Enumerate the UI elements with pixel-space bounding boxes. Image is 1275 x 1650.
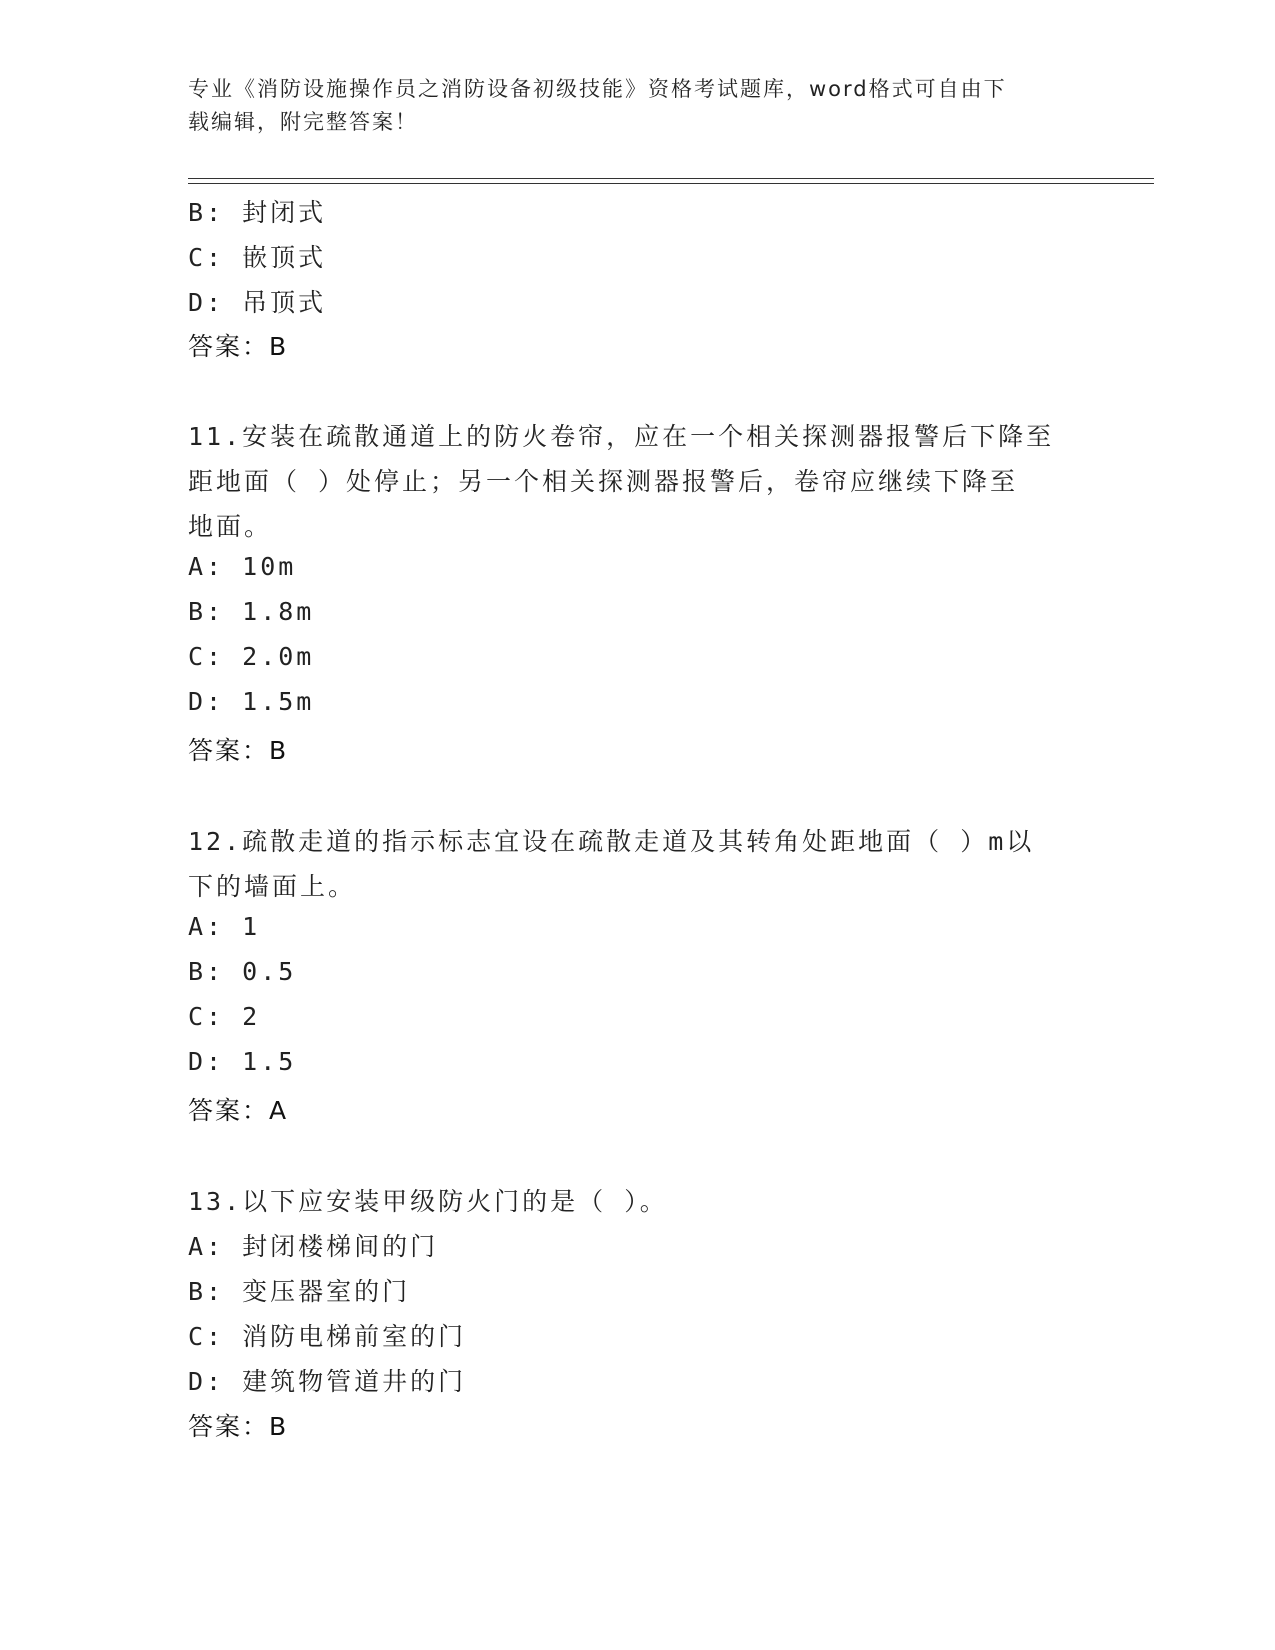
answer: 答案：B	[188, 332, 289, 361]
option-c: C: 嵌顶式	[188, 243, 327, 272]
question-13-option-d: D: 建筑物管道井的门	[188, 1367, 467, 1396]
question-11-option-d: D: 1.5m	[188, 687, 315, 716]
question-12-line-1: 12.疏散走道的指示标志宜设在疏散走道及其转角处距地面（ ）m以	[188, 827, 1035, 856]
question-13-answer: 答案：B	[188, 1412, 289, 1441]
question-11-line-3: 地面。	[188, 512, 273, 541]
option-d: D: 吊顶式	[188, 288, 327, 317]
header-divider-top	[188, 178, 1154, 179]
option-b: B: 封闭式	[188, 198, 327, 227]
document-header	[188, 73, 1068, 139]
question-11-option-a: A: 10m	[188, 552, 297, 581]
question-11-line-2: 距地面（ ）处停止；另一个相关探测器报警后，卷帘应继续下降至	[188, 467, 1019, 496]
header-line-2: 载编辑，附完整答案！	[188, 110, 418, 134]
question-11-line-1: 11.安装在疏散通道上的防火卷帘，应在一个相关探测器报警后下降至	[188, 422, 1055, 451]
question-11-answer: 答案：B	[188, 736, 289, 765]
question-13-option-a: A: 封闭楼梯间的门	[188, 1232, 439, 1261]
question-11-option-b: B: 1.8m	[188, 597, 315, 626]
question-13-line-1: 13.以下应安装甲级防火门的是（ ）。	[188, 1187, 668, 1216]
question-12-option-b: B: 0.5	[188, 957, 297, 986]
question-12-answer: 答案：A	[188, 1096, 289, 1125]
question-13-option-c: C: 消防电梯前室的门	[188, 1322, 467, 1351]
question-12-option-a: A: 1	[188, 912, 261, 941]
question-11-option-c: C: 2.0m	[188, 642, 315, 671]
header-divider-bottom	[188, 183, 1154, 184]
question-12-line-2: 下的墙面上。	[188, 872, 357, 901]
question-12-option-d: D: 1.5	[188, 1047, 297, 1076]
header-line-1: 专业《消防设施操作员之消防设备初级技能》资格考试题库，word格式可自由下	[188, 77, 1007, 101]
question-13-option-b: B: 变压器室的门	[188, 1277, 411, 1306]
question-12-option-c: C: 2	[188, 1002, 261, 1031]
